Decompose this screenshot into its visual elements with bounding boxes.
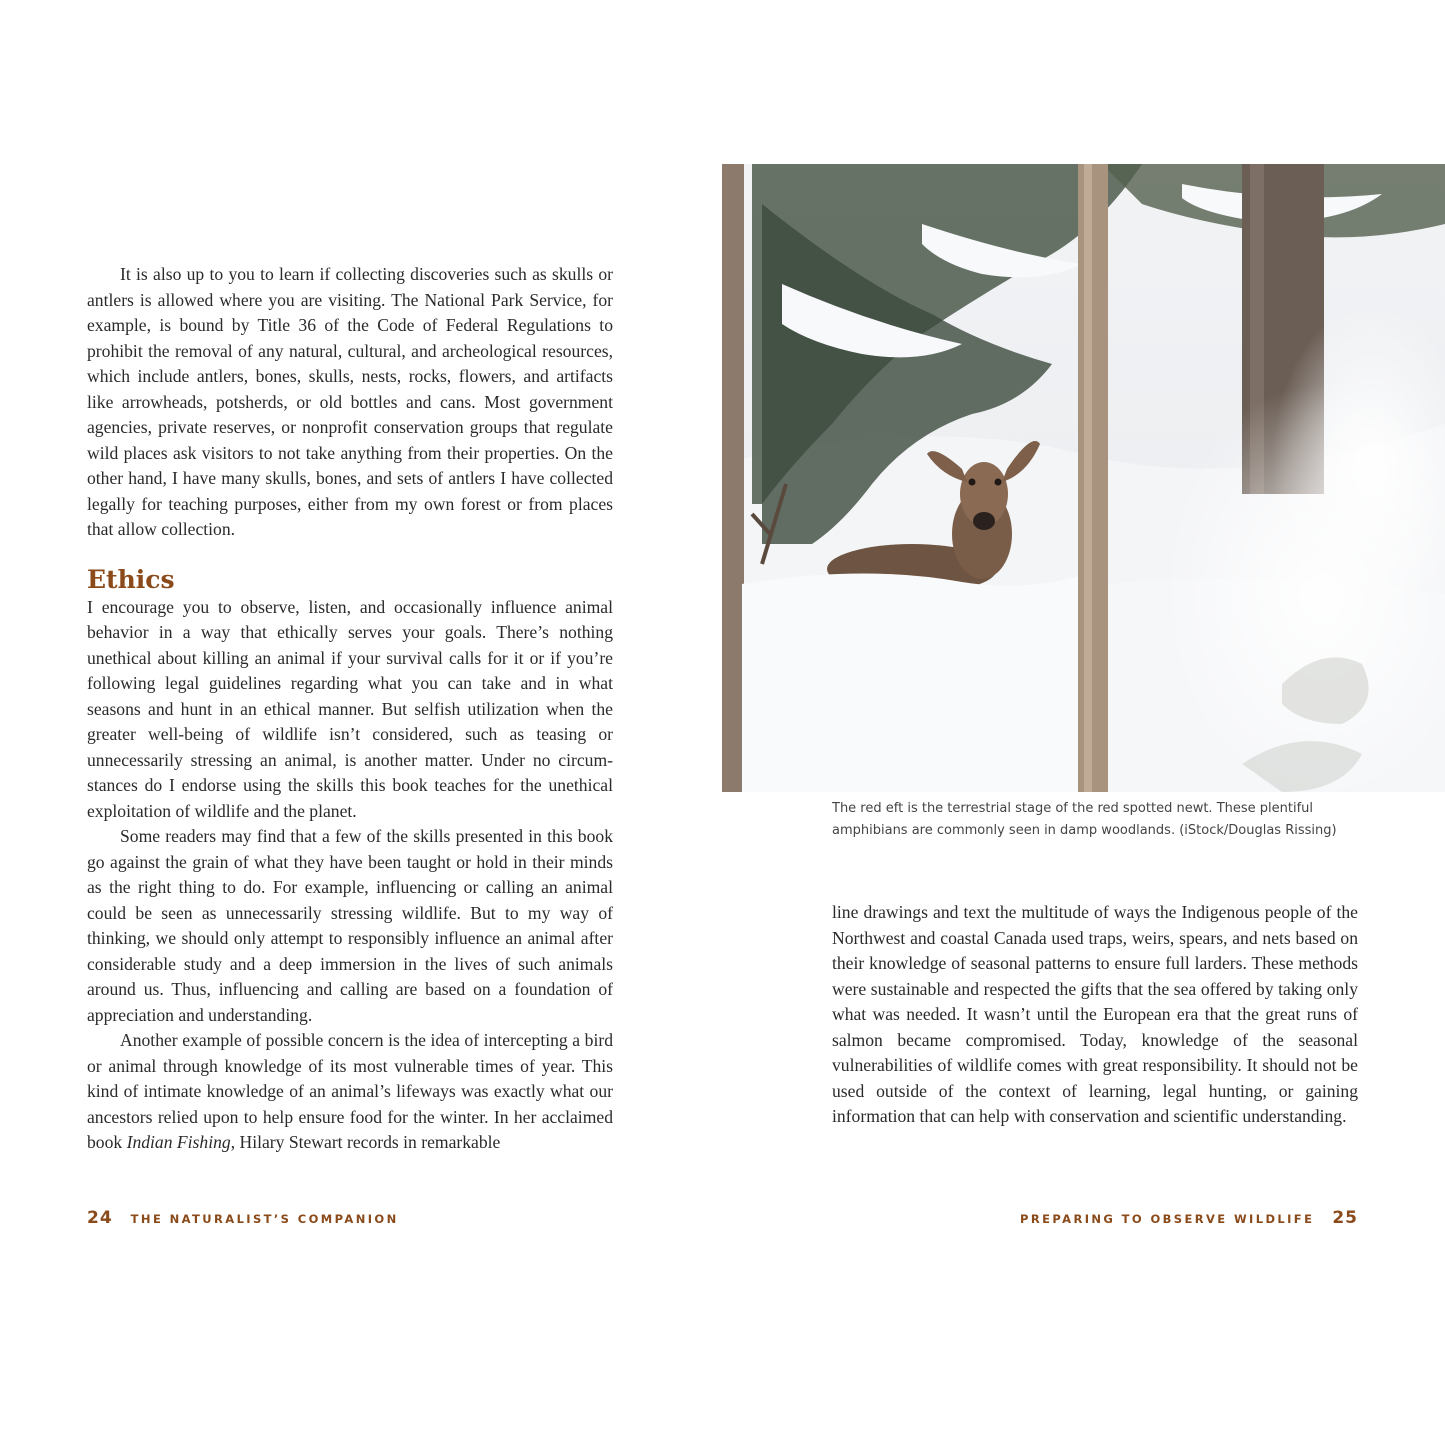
photo-illustration	[722, 164, 1445, 792]
right-page-footer	[1020, 1208, 1358, 1228]
deer-in-snow-photo	[722, 164, 1445, 792]
section-heading-ethics: Ethics	[87, 564, 175, 594]
photo-caption: The red eft is the terrestrial stage of the red spotted newt. These plentiful amphibians are commonly seen in damp woodlands. (iStock/Douglas Rissing)	[832, 801, 1337, 838]
left-paragraph-2: I encourage you to observe, listen, and occasionally influence animal behavior in a way that ethically serves your goals. There’s nothing unethical about killing an animal if your survival calls for it or if you’re following legal guidelines regarding what you can take and in what seasons and hunt in an ethical manner. But selfish utilization when the greater well-being of wildlife isn’t considered, such as teasing or unnecessarily stressing an animal, is another matter. Under no circumstances do I endorse using the skills this book teaches for the unethical exploitation of wildlife and the planet.	[87, 596, 613, 821]
book-title: Indian Fishing	[126, 1132, 231, 1152]
left-page-body	[87, 262, 613, 1156]
paragraph-4-end: , Hilary Stewart records in remarkable	[230, 1132, 501, 1152]
running-head-right: PREPARING TO OBSERVE WILDLIFE	[1020, 1212, 1315, 1226]
right-page-body	[832, 900, 1358, 1130]
right-paragraph-1: line drawings and text the multitude of ways the Indigenous people of the Northwest and coastal Canada used traps, weirs, spears, and nets based on their knowledge of seasonal patterns to ensure full larders. These methods were sustainable and respected the gifts that the sea offered by taking only what was needed. It wasn’t until the European era that the great runs of salmon became compromised. Today, knowledge of the seasonal vulnerabilities of wildlife comes with great responsibility. It should not be used outside of the context of learning, legal hunting, or gaining information that can help with conservation and scientific understanding.	[832, 902, 1358, 1126]
left-paragraph-4	[87, 1028, 613, 1156]
left-page-footer	[87, 1208, 399, 1228]
left-paragraph-1: It is also up to you to learn if collecting discoveries such as skulls or antlers is allowed where you are visiting. The National Park Service, for example, is bound by Title 36 of the Code of Federal Regulations to prohibit the removal of any natural, cultural, and archeological resources, which include antlers, bones, skulls, nests, rocks, flowers, and artifacts like arrowheads, potsherds, or old bottles and cans. Most government agencies, private reserves, or nonprofit conservation groups that regulate wild places ask visitors to not take anything from their properties. On the other hand, I have many skulls, bones, and sets of antlers I have collected legally for teaching purposes, either from my own forest or from places that allow collection.	[87, 264, 613, 539]
paragraph-4-start: Another example of possible concern is the idea of intercepting a bird or animal through knowledge of its most vulnerable times of year. This kind of intimate knowledge of an animal’s lifeways was exactly what our ancestors relied upon to help ensure food for the winter. In her acclaimed book	[87, 1030, 613, 1152]
left-paragraph-3: Some readers may find that a few of the skills presented in this book go against the grain of what they have been taught or hold in their minds as the right thing to do. For example, influencing or calling an animal could be seen as unnecessarily stressing wildlife. But to my way of thinking, we should only attempt to responsibly influence an animal after considerable study and a deep immersion in the lives of such animals around us. Thus, influencing and calling are based on a foundation of appreciation and understanding.	[87, 826, 613, 1025]
running-head-left: THE NATURALIST’S COMPANION	[130, 1212, 399, 1226]
page-number-right: 25	[1332, 1208, 1358, 1228]
page-number-left: 24	[87, 1208, 113, 1228]
